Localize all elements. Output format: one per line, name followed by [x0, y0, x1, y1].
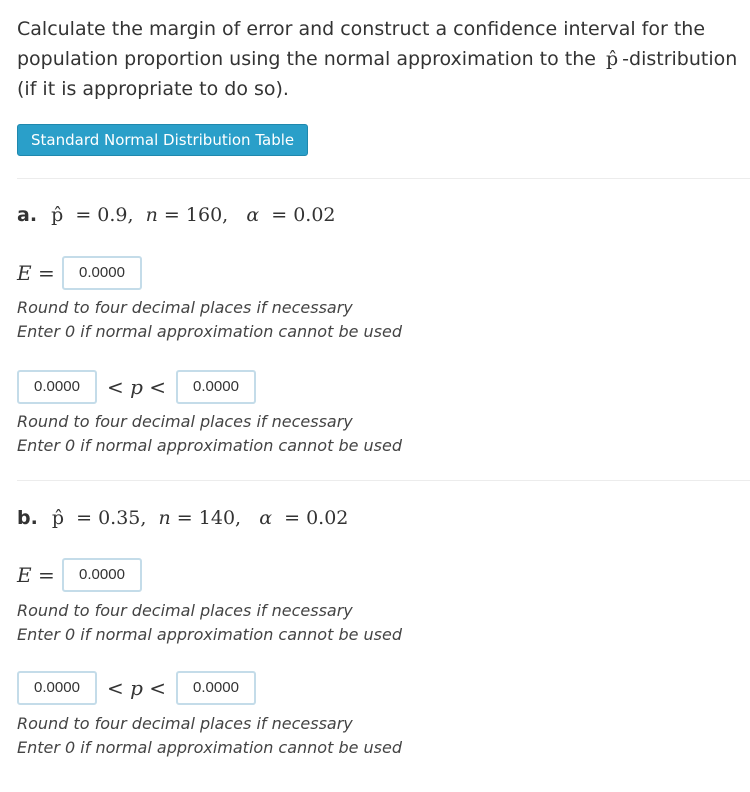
part-b-margin-input[interactable]: 0.0000	[62, 558, 142, 592]
part-a-margin-input[interactable]: 0.0000	[62, 256, 142, 290]
interval-inequality: < p <	[107, 676, 167, 700]
part-b-letter: b.	[17, 507, 38, 529]
part-b-lower-bound-input[interactable]: 0.0000	[17, 671, 97, 705]
part-b-header	[17, 503, 348, 533]
standard-normal-table-button[interactable]: Standard Normal Distribution Table	[17, 124, 308, 156]
part-b-p-hat: 0.35	[98, 507, 141, 529]
instructions-text-after: -distribution (if it is appropriate to do so).	[17, 48, 738, 100]
divider	[17, 480, 750, 481]
interval-inequality: < p <	[107, 375, 167, 399]
part-b-margin-normal-hint: Enter 0 if normal approximation cannot be used	[17, 625, 403, 644]
part-b-interval-normal-hint: Enter 0 if normal approximation cannot be used	[17, 738, 403, 757]
part-a-lower-bound-input[interactable]: 0.0000	[17, 370, 97, 404]
part-a-margin-normal-hint: Enter 0 if normal approximation cannot be used	[17, 322, 403, 341]
part-a-p-hat: 0.9	[97, 204, 128, 226]
part-b-interval-round-hint: Round to four decimal places if necessary	[17, 714, 353, 733]
part-a-header	[17, 200, 336, 230]
part-b-n: 140	[198, 507, 236, 529]
part-b-alpha: 0.02	[306, 507, 349, 529]
part-b-upper-bound-input[interactable]: 0.0000	[176, 671, 256, 705]
part-a-n: 160	[185, 204, 223, 226]
instructions-text	[17, 14, 747, 104]
margin-of-error-label: E =	[17, 261, 55, 285]
part-a-given: p̂ = 0.9, n = 160, α = 0.02	[51, 204, 336, 226]
part-b-margin-round-hint: Round to four decimal places if necessary	[17, 601, 353, 620]
margin-of-error-label: E =	[17, 563, 55, 587]
part-a-upper-bound-input[interactable]: 0.0000	[176, 370, 256, 404]
part-a-interval-round-hint: Round to four decimal places if necessary	[17, 412, 353, 431]
part-a-interval-normal-hint: Enter 0 if normal approximation cannot be used	[17, 436, 403, 455]
part-a-margin-round-hint: Round to four decimal places if necessary	[17, 298, 353, 317]
instructions-text-before: Calculate the margin of error and construct a confidence interval for the population proportion using the normal approximation to the	[17, 18, 706, 70]
divider	[17, 178, 750, 179]
part-a-alpha: 0.02	[293, 204, 336, 226]
part-a-letter: a.	[17, 204, 38, 226]
p-hat-symbol: p̂	[606, 48, 619, 70]
part-b-given: p̂ = 0.35, n = 140, α = 0.02	[51, 507, 349, 529]
